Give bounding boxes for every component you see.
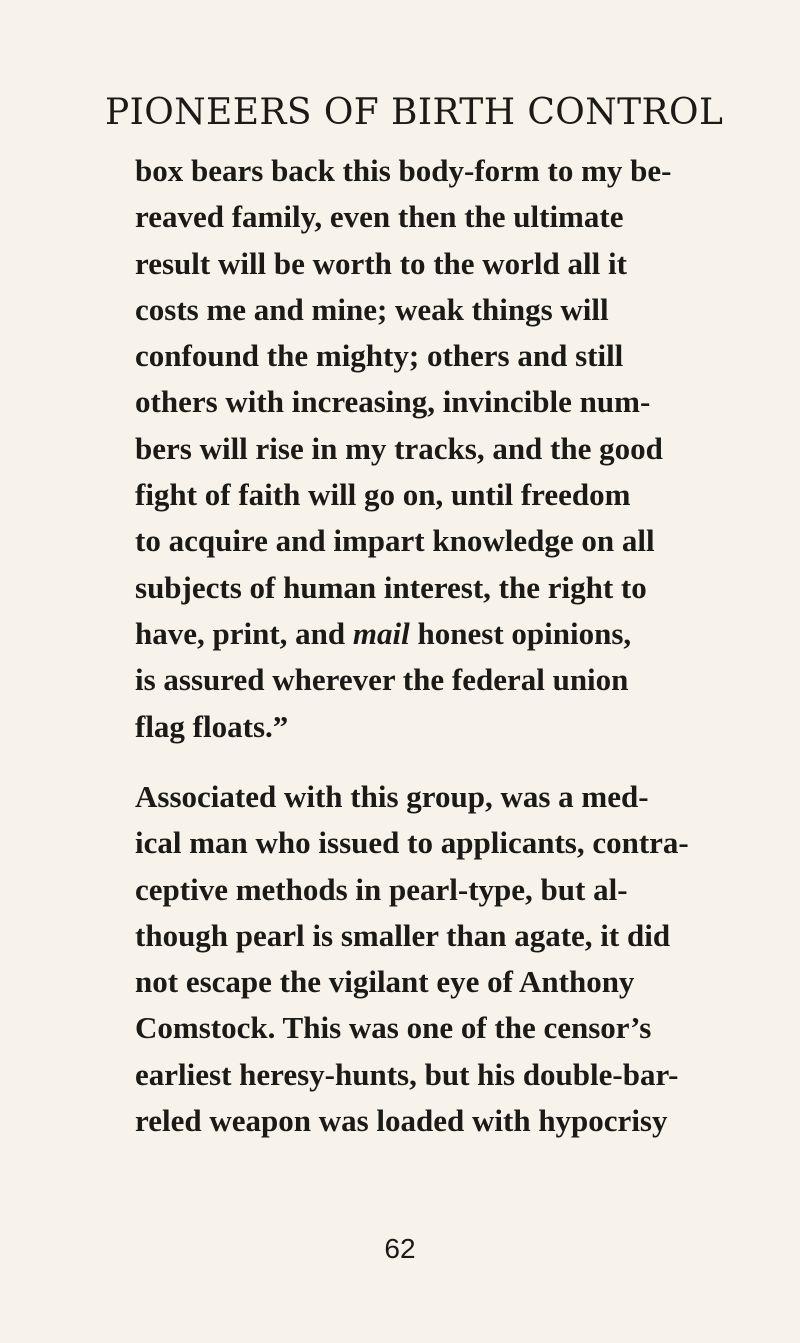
text-line: ical man who issued to applicants, contra- [135,825,689,861]
italic-word: mail [352,615,410,651]
text-line: bers will rise in my tracks, and the good [135,430,663,466]
text-line: Associated with this group, was a med- [135,779,649,814]
text-line: earliest heresy-hunts, but his double-bar- [135,1056,679,1092]
text-line: costs me and mine; weak things will [135,291,609,327]
text-line: confound the mighty; others and still [135,338,624,374]
text-line: others with increasing, invincible num- [135,384,651,420]
text-line: is assured wherever the federal union [135,662,629,698]
text-line-with-italic [135,611,695,657]
text-line: ceptive methods in pearl-type, but al- [135,871,628,907]
text-line: not escape the vigilant eye of Anthony [135,964,635,1000]
paragraph-2 [135,774,695,1144]
text-line: reled weapon was loaded with hypocrisy [135,1103,668,1139]
text-line: fight of faith will go on, until freedom [135,477,631,513]
page-number: 62 [384,1233,416,1264]
text-line: Comstock. This was one of the censor’s [135,1010,652,1046]
text-segment: honest opinions, [409,615,632,651]
text-segment: have, print, and [135,615,353,651]
text-line: box bears back this body-form to my be- [135,153,672,188]
paragraph-1 [135,148,695,750]
running-head: PIONEERS OF BIRTH CONTROL [105,92,724,133]
text-line: reaved family, even then the ultimate [135,199,624,235]
text-line: flag floats.” [135,708,289,744]
text-line: though pearl is smaller than agate, it did [135,917,671,953]
text-line: subjects of human interest, the right to [135,569,647,605]
text-line: to acquire and impart knowledge on all [135,523,655,559]
text-line: result will be worth to the world all it [135,245,627,281]
